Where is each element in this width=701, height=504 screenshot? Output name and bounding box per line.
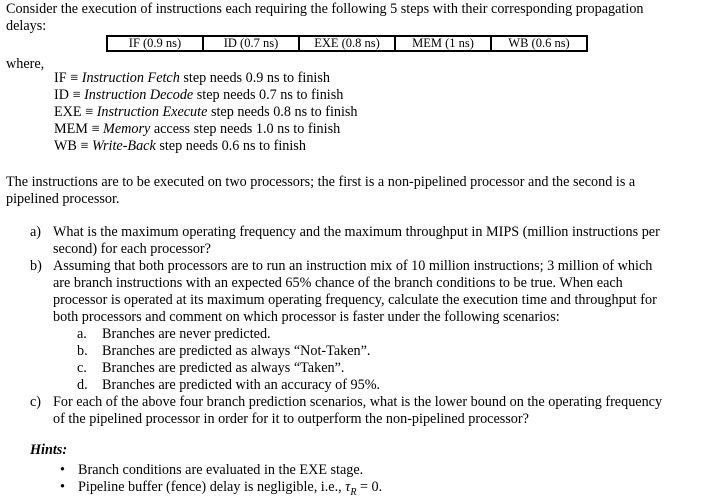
question-label: b) xyxy=(30,258,42,274)
processors-line-2: pipelined processor. xyxy=(6,191,120,207)
definition-text: step needs 0.9 ns to finish xyxy=(179,70,330,86)
definition-abbr: EXE ≡ xyxy=(54,104,97,120)
tau-symbol: τ xyxy=(345,479,351,495)
question-c xyxy=(30,394,692,428)
question-text: processor is operated at its maximum operating frequency, calculate the execution time and throughput for xyxy=(53,292,657,308)
definition-abbr: IF ≡ xyxy=(54,70,82,86)
question-text: are branch instructions with an expected 65% chance of the branch conditions to be true. When each xyxy=(53,275,623,291)
definition-abbr: WB ≡ xyxy=(54,138,92,154)
scenario-text: Branches are predicted as always “Taken”. xyxy=(102,360,345,376)
definition-name: Instruction Fetch xyxy=(81,70,180,86)
question-text: both processors and comment on which processor is faster under the following scenarios: xyxy=(53,309,560,325)
stage-id: ID (0.7 ns) xyxy=(204,37,300,50)
scenario-text: Branches are never predicted. xyxy=(102,326,271,342)
bullet-icon: • xyxy=(60,479,65,495)
question-text: of the pipelined processor in order for it to outperform the non-pipelined processor? xyxy=(53,411,529,427)
stage-mem: MEM (1 ns) xyxy=(396,37,492,50)
hint-item xyxy=(60,462,363,479)
hints-title: Hints: xyxy=(30,442,68,458)
scenario-label: d. xyxy=(77,377,88,393)
stage-definitions xyxy=(54,70,358,155)
definition-text: step needs 0.8 ns to finish xyxy=(207,104,358,120)
definition-text: step needs 0.7 ns to finish xyxy=(193,87,344,103)
hint-text: Pipeline buffer (fence) delay is negligible, i.e., xyxy=(78,479,346,495)
scenario-label: c. xyxy=(77,360,87,376)
scenario-d xyxy=(77,377,380,394)
definition-if xyxy=(54,70,358,87)
hint-item xyxy=(60,479,382,501)
bullet-icon: • xyxy=(60,462,65,478)
processors-line-1: The instructions are to be executed on two processors; the first is a non-pipelined processor and the second is a xyxy=(6,174,636,190)
scenario-a xyxy=(77,326,271,343)
intro-line-2: delays: xyxy=(6,18,47,34)
scenario-text: Branches are predicted as always “Not-Taken”. xyxy=(102,343,371,359)
stage-delay-table xyxy=(106,35,588,52)
definition-abbr: ID ≡ xyxy=(54,87,85,103)
question-text: What is the maximum operating frequency and the maximum throughput in MIPS (million instructions per xyxy=(53,224,660,240)
scenario-label: b. xyxy=(77,343,88,359)
stage-exe: EXE (0.8 ns) xyxy=(300,37,396,50)
question-label: a) xyxy=(30,224,42,240)
hint-text: Branch conditions are evaluated in the EXE stage. xyxy=(78,462,364,478)
definition-text: access step needs 1.0 ns to finish xyxy=(150,121,341,137)
definition-abbr: MEM ≡ xyxy=(54,121,103,137)
question-b xyxy=(30,258,692,326)
definition-exe xyxy=(54,104,358,121)
scenario-text: Branches are predicted with an accuracy of 95%. xyxy=(102,377,381,393)
tau-subscript: R xyxy=(350,486,357,498)
question-a xyxy=(30,224,692,258)
stage-wb: WB (0.6 ns) xyxy=(508,36,570,50)
where-label: where, xyxy=(6,56,45,72)
definition-id xyxy=(54,87,358,104)
definition-name: Instruction Execute xyxy=(96,104,208,120)
tau-value: = 0. xyxy=(356,479,383,495)
scenario-c xyxy=(77,360,344,377)
definition-wb xyxy=(54,138,358,155)
question-text: For each of the above four branch prediction scenarios, what is the lower bound on the operating frequency xyxy=(53,394,663,410)
definition-name: Write-Back xyxy=(91,138,156,154)
question-text: second) for each processor? xyxy=(53,241,211,257)
scenario-b xyxy=(77,343,370,360)
definition-text: step needs 0.6 ns to finish xyxy=(155,138,306,154)
intro-line-1: Consider the execution of instructions each requiring the following 5 steps with their corresponding propagation xyxy=(6,1,644,17)
question-label: c) xyxy=(30,394,42,410)
scenario-label: a. xyxy=(77,326,87,342)
definition-name: Instruction Decode xyxy=(84,87,194,103)
definition-name: Memory xyxy=(103,121,151,137)
definition-mem xyxy=(54,121,358,138)
stage-if: IF (0.9 ns) xyxy=(108,37,204,50)
question-text: Assuming that both processors are to run an instruction mix of 10 million instructions; 3 million of which xyxy=(53,258,653,274)
